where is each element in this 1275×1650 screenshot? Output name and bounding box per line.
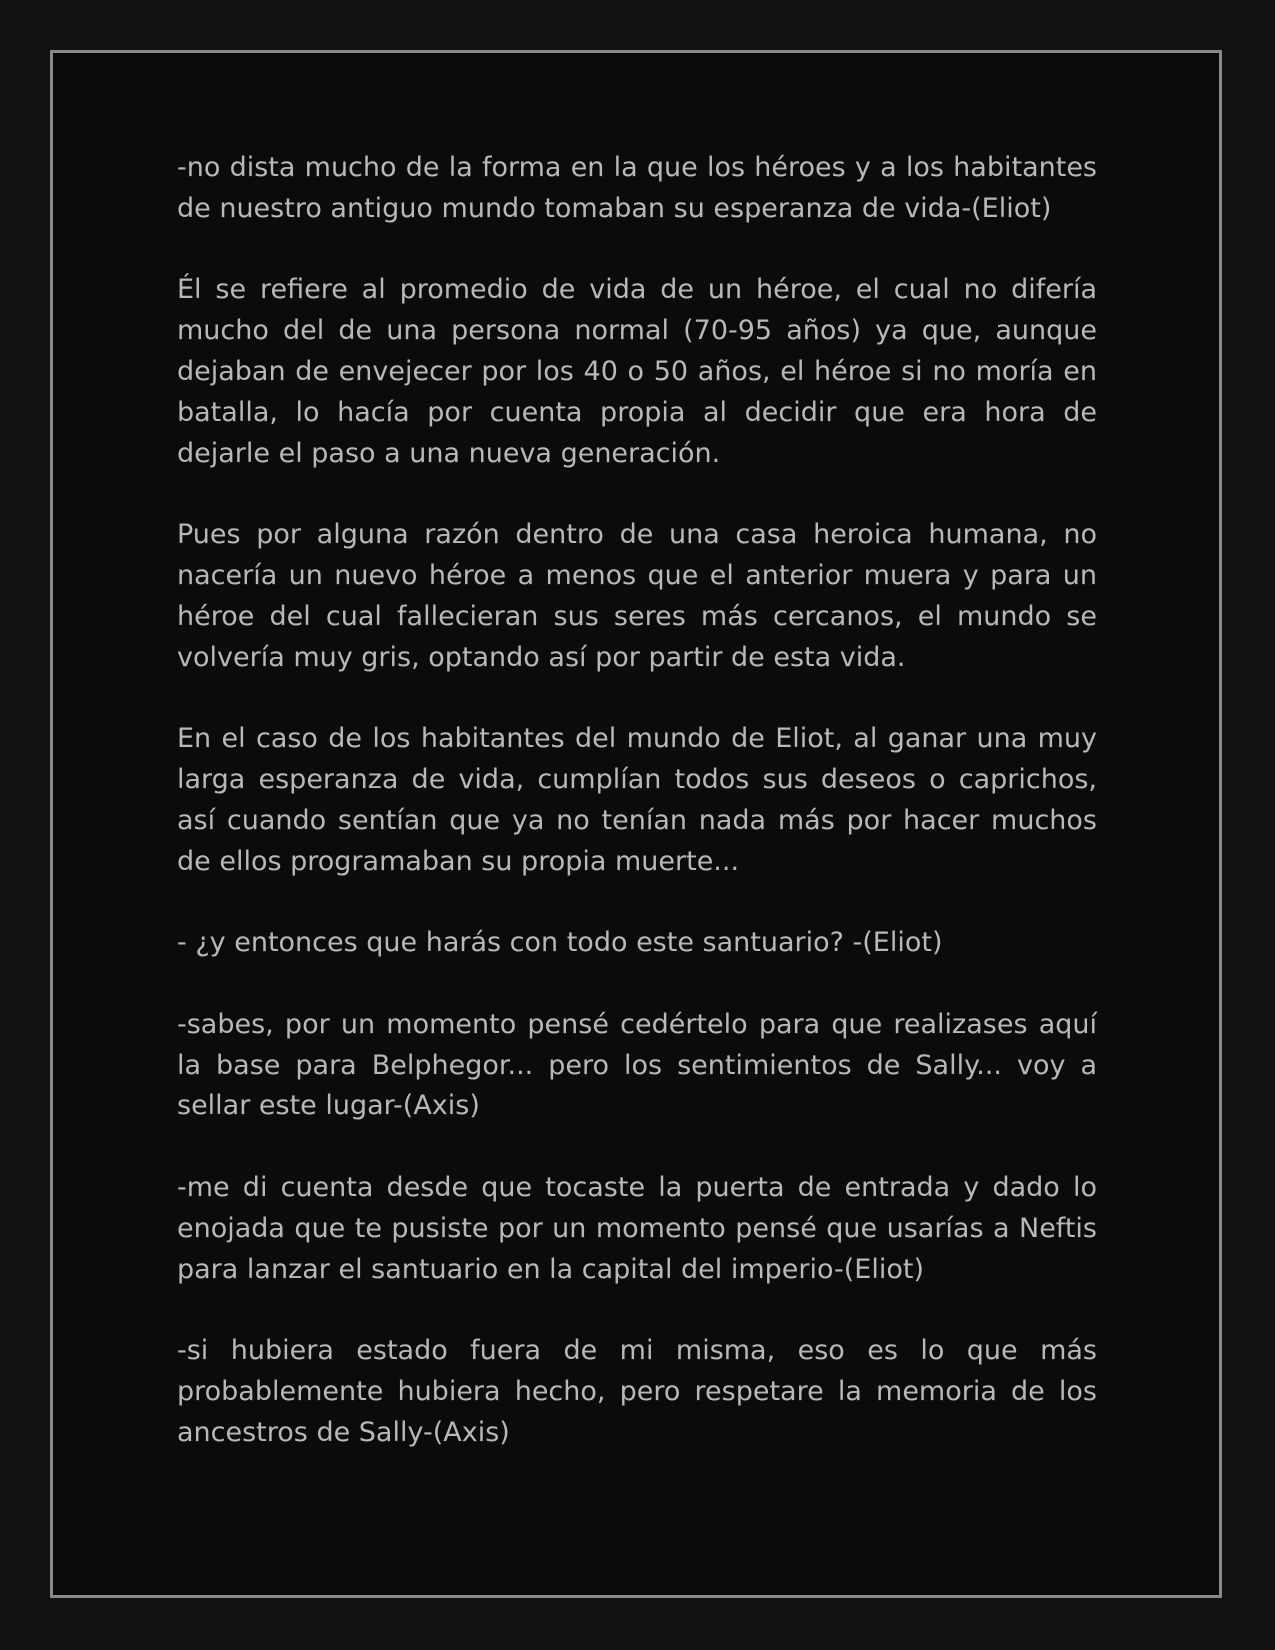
story-text	[177, 148, 1097, 1494]
paragraph-6: -sabes, por un momento pensé cedértelo para que realizases aquí la base para Belphegor... pero los sentimientos de Sally... voy a sellar este lugar-(Axis)	[177, 1008, 1097, 1122]
paragraph-5: - ¿y entonces que harás con todo este santuario? -(Eliot)	[177, 927, 943, 959]
paragraph-2: Él se refiere al promedio de vida de un héroe, el cual no difería mucho del de una persona normal (70-95 años) ya que, aunque dejaban de envejecer por los 40 o 50 años, el héroe si no moría en batalla, lo hacía por cuenta propia al decidir que era hora de dejarle el paso a una nueva generación.	[177, 274, 1097, 469]
paragraph-4: En el caso de los habitantes del mundo de Eliot, al ganar una muy larga esperanza de vida, cumplían todos sus deseos o caprichos, así cuando sentían que ya no tenían nada más por hacer muchos de ellos programaban su propia muerte...	[177, 723, 1097, 877]
paragraph-3: Pues por alguna razón dentro de una casa heroica humana, no nacería un nuevo héroe a menos que el anterior muera y para un héroe del cual fallecieran sus seres más cercanos, el mundo se volvería muy gris, optando así por partir de esta vida.	[177, 519, 1097, 673]
paragraph-8: -si hubiera estado fuera de mi misma, eso es lo que más probablemente hubiera hecho, pero respetare la memoria de los ancestros de Sally-(Axis)	[177, 1335, 1097, 1448]
paragraph-7: -me di cuenta desde que tocaste la puerta de entrada y dado lo enojada que te pusiste por un momento pensé que usarías a Neftis para lanzar el santuario en la capital del imperio-(Eliot)	[177, 1171, 1097, 1285]
paragraph-1: -no dista mucho de la forma en la que los héroes y a los habitantes de nuestro antiguo mundo tomaban su esperanza de vida-(Eliot)	[177, 152, 1097, 224]
